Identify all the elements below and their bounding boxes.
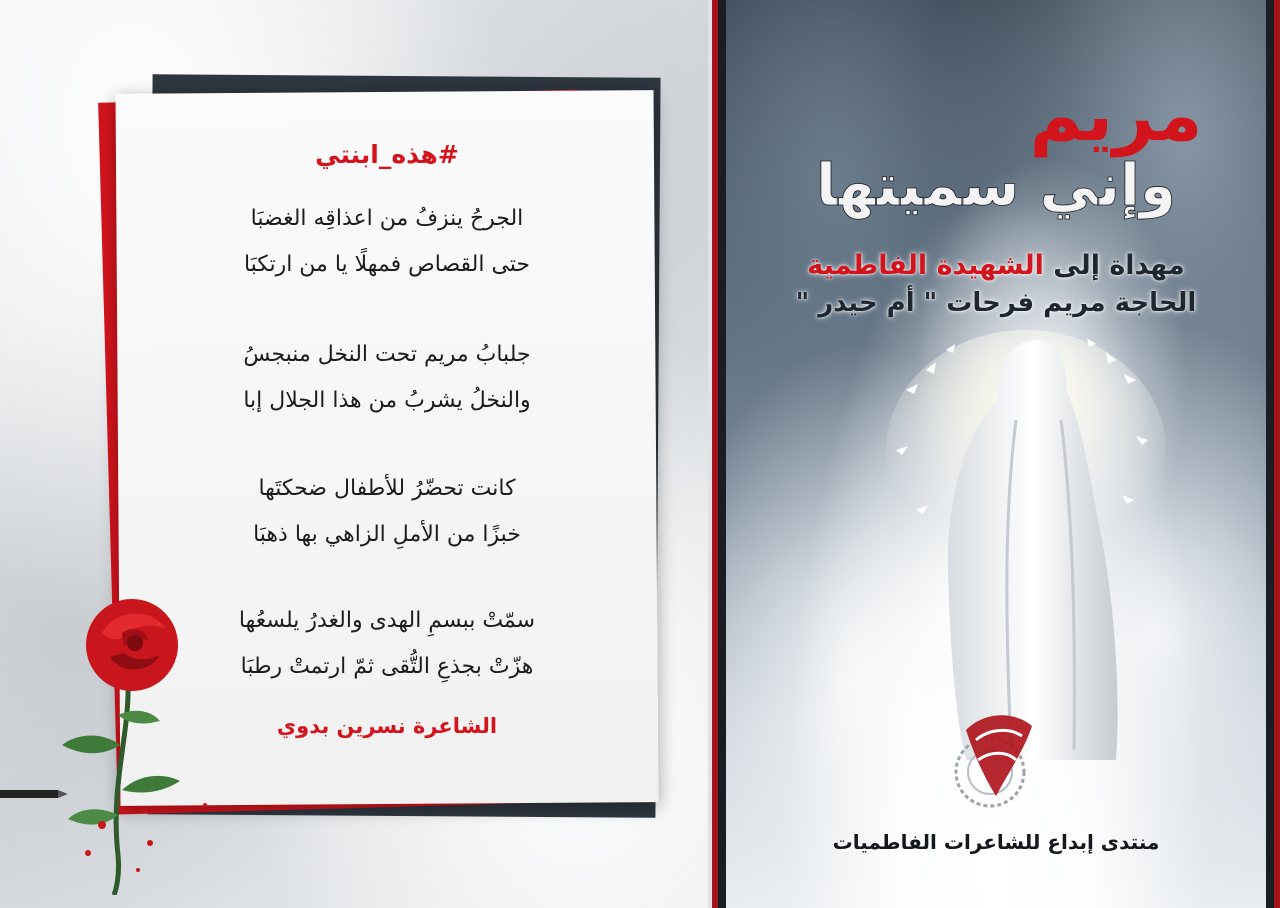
svg-text:وإني سميتها: وإني سميتها [816,151,1176,219]
dedication-poster [712,0,1280,908]
poster-border-left [712,0,718,908]
forum-logo-icon [946,700,1046,820]
poet-name: الشاعرة نسرين بدوي [276,714,498,738]
forum-name: منتدى إبداع للشاعرات الفاطميات [832,830,1160,854]
pen-icon [0,780,70,810]
dedication-prefix: مهداة إلى [1053,250,1185,281]
stanza-2 [118,332,656,424]
dedication-line-1 [756,250,1236,281]
verse-line: سمّتْ ببسمِ الهدى والغدرُ يلسعُها [238,608,536,633]
stanza-1 [118,196,656,288]
svg-text:مريم: مريم [1029,73,1203,157]
verse-line: والنخلُ يشربُ من هذا الجلال إبا [243,388,531,413]
verse-line: كانت تحضّرُ للأطفال ضحكتَها [258,476,516,501]
dedication-line-2: الحاجة مريم فرحات " أم حيدر " [795,288,1197,318]
verse-line: هزّتْ بجذعِ التُّقى ثمّ ارتمتْ رطبَا [240,654,534,679]
verse-line: جلبابُ مريم تحت النخل منبجسُ [243,342,531,367]
verse-line: خبزًا من الأملِ الزاهي بها ذهبَا [253,522,521,547]
veiled-figure-icon [886,330,1166,760]
verse-line: حتى القصاص فمهلًا يا من ارتكبَا [243,252,531,277]
poster-border-right [1274,0,1280,908]
verse-line: الجرحُ ينزفُ من اعذاقِه الغضبَا [250,206,524,231]
poem-title: #هذه_ابنتي [315,140,459,169]
rose-icon [40,595,230,895]
dedication-highlight: الشهيدة الفاطمية [807,250,1044,281]
calligraphy-title-icon [786,30,1246,260]
poster-artwork [726,0,1266,908]
stanza-3 [118,466,656,558]
